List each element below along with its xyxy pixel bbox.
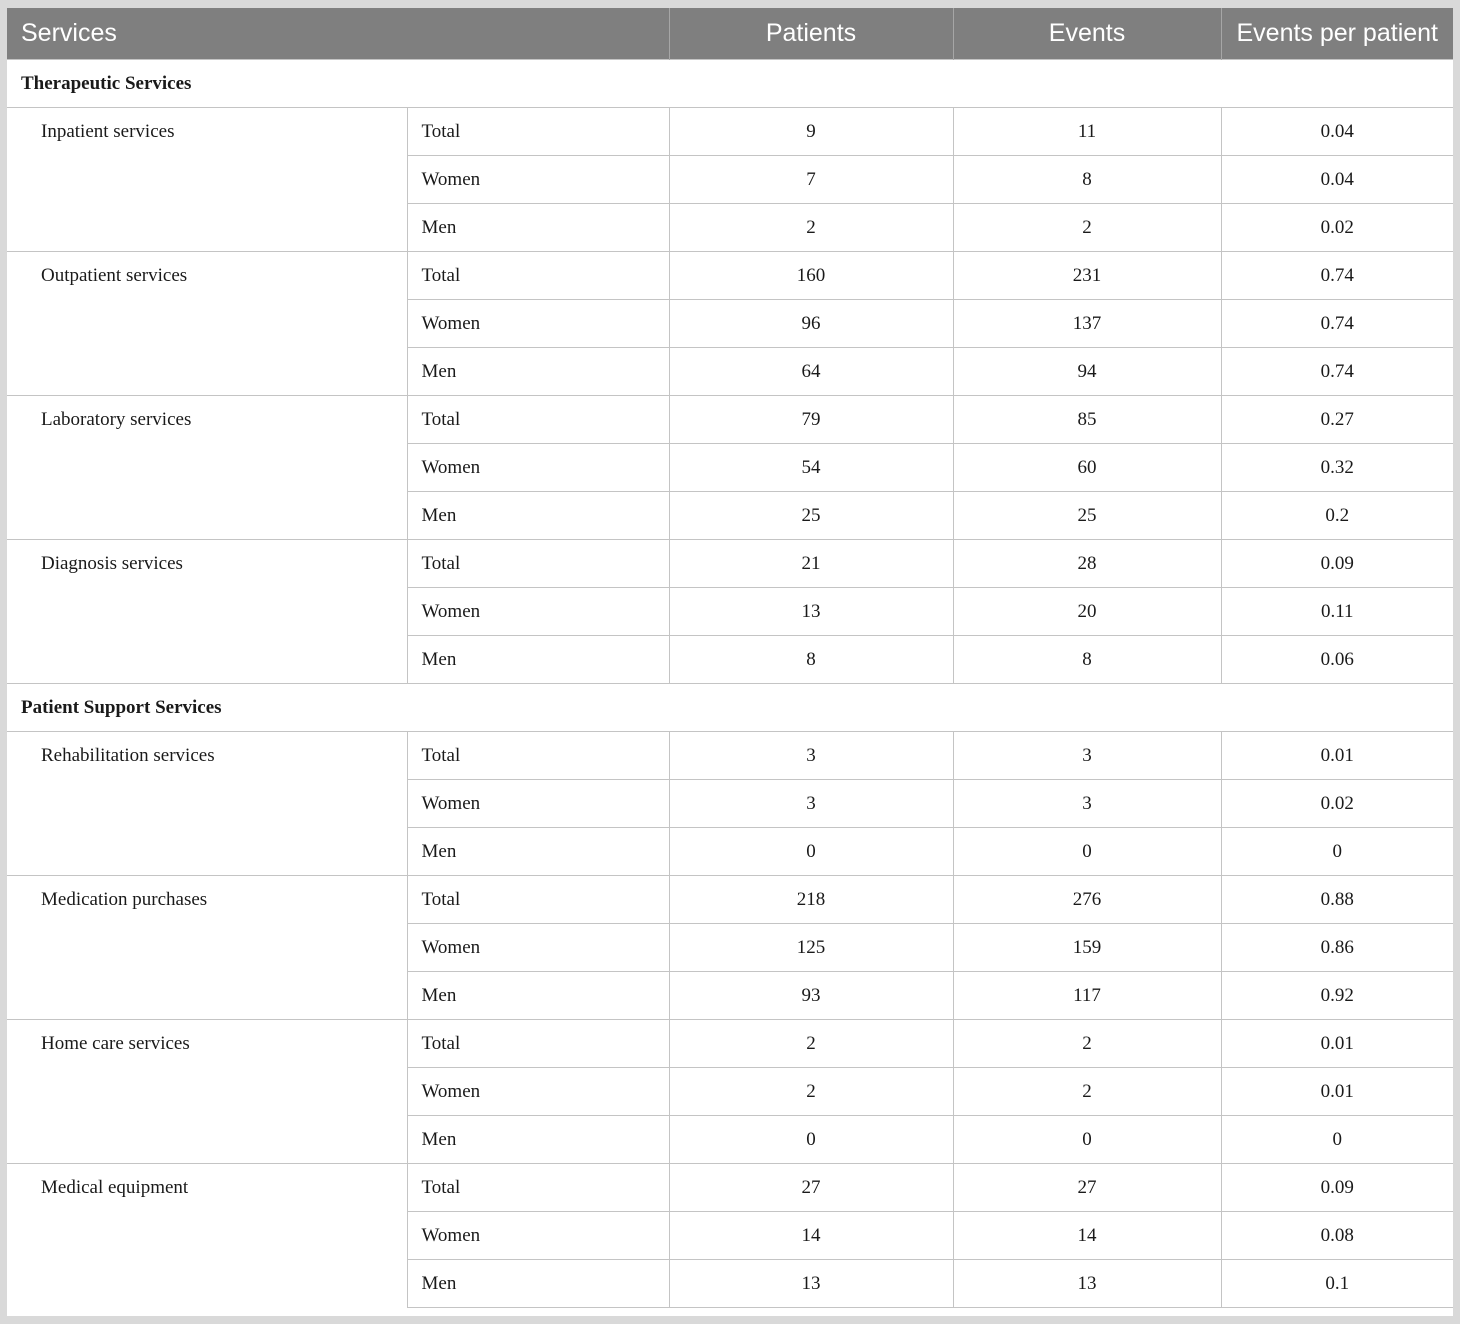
events-per-patient-cell: 0.32 [1221,444,1453,492]
patients-cell: 93 [669,972,953,1020]
events-cell: 85 [953,396,1221,444]
patients-cell: 125 [669,924,953,972]
row-label: Total [407,396,669,444]
service-name: Inpatient services [7,108,407,252]
row-label: Men [407,1116,669,1164]
section-row [7,60,1453,108]
events-cell: 159 [953,924,1221,972]
events-per-patient-cell: 0.86 [1221,924,1453,972]
row-label: Men [407,636,669,684]
patients-cell: 54 [669,444,953,492]
patients-cell: 3 [669,780,953,828]
events-cell: 0 [953,1116,1221,1164]
row-label: Total [407,540,669,588]
events-per-patient-cell: 0.06 [1221,636,1453,684]
table-row [7,252,1453,300]
service-name: Home care services [7,1020,407,1164]
table-row [7,396,1453,444]
row-label: Men [407,492,669,540]
service-name: Laboratory services [7,396,407,540]
row-label: Men [407,972,669,1020]
patients-cell: 25 [669,492,953,540]
row-label: Men [407,204,669,252]
events-per-patient-cell: 0 [1221,828,1453,876]
row-label: Women [407,780,669,828]
events-cell: 14 [953,1212,1221,1260]
table-row [7,1164,1453,1212]
events-cell: 3 [953,732,1221,780]
row-label: Total [407,108,669,156]
section-title: Therapeutic Services [7,60,1453,108]
events-cell: 3 [953,780,1221,828]
service-name: Outpatient services [7,252,407,396]
row-label: Women [407,156,669,204]
events-per-patient-cell: 0.09 [1221,540,1453,588]
patients-cell: 0 [669,1116,953,1164]
patients-cell: 21 [669,540,953,588]
events-per-patient-cell: 0.92 [1221,972,1453,1020]
row-label: Total [407,252,669,300]
section-row [7,684,1453,732]
patients-cell: 3 [669,732,953,780]
row-label: Total [407,732,669,780]
events-cell: 276 [953,876,1221,924]
table-row [7,540,1453,588]
events-cell: 94 [953,348,1221,396]
patients-cell: 13 [669,588,953,636]
patients-cell: 0 [669,828,953,876]
events-cell: 117 [953,972,1221,1020]
row-label: Total [407,1020,669,1068]
events-per-patient-cell: 0.01 [1221,1068,1453,1116]
patients-cell: 7 [669,156,953,204]
patients-cell: 2 [669,1020,953,1068]
events-per-patient-cell: 0.01 [1221,732,1453,780]
table-row [7,732,1453,780]
table-row [7,1020,1453,1068]
row-label: Total [407,876,669,924]
events-cell: 2 [953,1068,1221,1116]
patients-cell: 160 [669,252,953,300]
events-cell: 11 [953,108,1221,156]
row-label: Women [407,1068,669,1116]
events-cell: 0 [953,828,1221,876]
events-cell: 27 [953,1164,1221,1212]
header-events: Events [953,8,1221,60]
service-name: Diagnosis services [7,540,407,684]
events-cell: 8 [953,636,1221,684]
patients-cell: 2 [669,1068,953,1116]
events-per-patient-cell: 0.74 [1221,252,1453,300]
header-services: Services [7,8,669,60]
events-cell: 25 [953,492,1221,540]
events-cell: 137 [953,300,1221,348]
service-name: Rehabilitation services [7,732,407,876]
services-table-container [7,8,1453,1316]
row-label: Women [407,1212,669,1260]
table-row [7,108,1453,156]
header-patients: Patients [669,8,953,60]
table-body [7,60,1453,1308]
events-per-patient-cell: 0.02 [1221,204,1453,252]
events-per-patient-cell: 0.01 [1221,1020,1453,1068]
row-label: Women [407,444,669,492]
service-name: Medication purchases [7,876,407,1020]
row-label: Women [407,588,669,636]
patients-cell: 13 [669,1260,953,1308]
events-cell: 20 [953,588,1221,636]
events-per-patient-cell: 0.27 [1221,396,1453,444]
patients-cell: 218 [669,876,953,924]
events-cell: 8 [953,156,1221,204]
services-table [7,8,1453,1308]
row-label: Men [407,828,669,876]
patients-cell: 27 [669,1164,953,1212]
table-row [7,876,1453,924]
events-per-patient-cell: 0.74 [1221,300,1453,348]
events-per-patient-cell: 0.74 [1221,348,1453,396]
events-cell: 28 [953,540,1221,588]
events-per-patient-cell: 0 [1221,1116,1453,1164]
row-label: Men [407,348,669,396]
patients-cell: 96 [669,300,953,348]
patients-cell: 2 [669,204,953,252]
row-label: Men [407,1260,669,1308]
service-name: Medical equipment [7,1164,407,1308]
events-per-patient-cell: 0.11 [1221,588,1453,636]
events-per-patient-cell: 0.1 [1221,1260,1453,1308]
row-label: Total [407,1164,669,1212]
header-events-per-patient: Events per patient [1221,8,1453,60]
events-per-patient-cell: 0.09 [1221,1164,1453,1212]
events-per-patient-cell: 0.88 [1221,876,1453,924]
table-header-row [7,8,1453,60]
patients-cell: 8 [669,636,953,684]
events-cell: 60 [953,444,1221,492]
events-cell: 13 [953,1260,1221,1308]
events-cell: 2 [953,1020,1221,1068]
events-cell: 231 [953,252,1221,300]
events-cell: 2 [953,204,1221,252]
events-per-patient-cell: 0.04 [1221,156,1453,204]
events-per-patient-cell: 0.2 [1221,492,1453,540]
patients-cell: 79 [669,396,953,444]
patients-cell: 14 [669,1212,953,1260]
events-per-patient-cell: 0.08 [1221,1212,1453,1260]
events-per-patient-cell: 0.04 [1221,108,1453,156]
row-label: Women [407,924,669,972]
section-title: Patient Support Services [7,684,1453,732]
patients-cell: 64 [669,348,953,396]
events-per-patient-cell: 0.02 [1221,780,1453,828]
patients-cell: 9 [669,108,953,156]
row-label: Women [407,300,669,348]
